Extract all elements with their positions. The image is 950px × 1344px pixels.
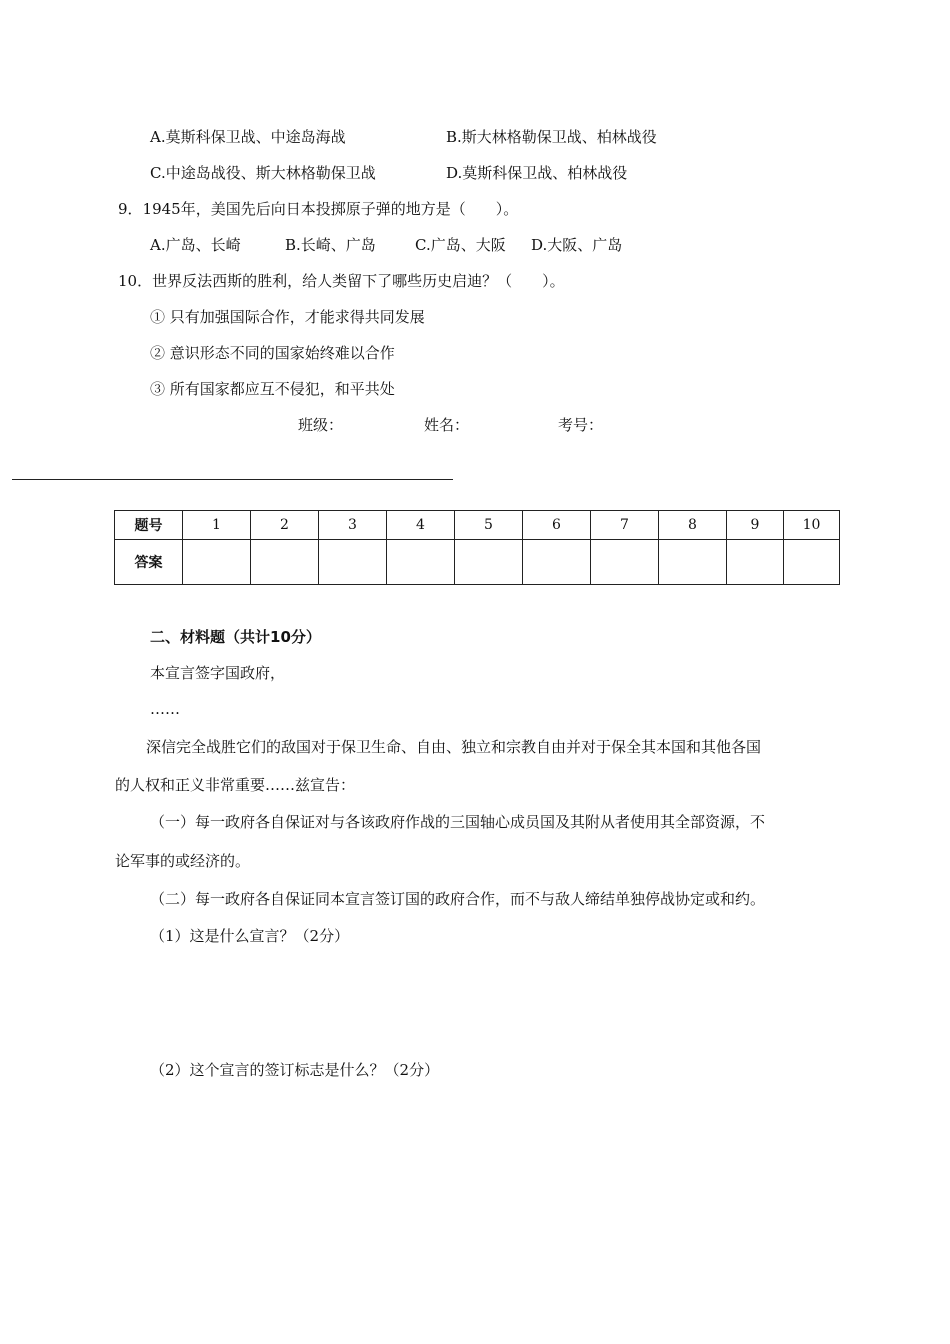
question-number-header: 题号 <box>115 511 183 540</box>
subquestion-1: （1）这是什么宣言？（2分） <box>150 927 350 945</box>
material-paragraph: （二）每一政府各自保证同本宣言签订国的政府合作，而不与敌人缔结单独停战协定或和约。 <box>150 890 766 908</box>
answer-cell[interactable] <box>591 540 659 585</box>
answer-header: 答案 <box>115 540 183 585</box>
material-paragraph: 深信完全战胜它们的敌国对于保卫生命、自由、独立和宗教自由并对于保全其本国和其他各国 <box>146 738 762 756</box>
question-number-cell: 5 <box>455 511 523 540</box>
answer-cell[interactable] <box>251 540 319 585</box>
question-number-cell: 1 <box>183 511 251 540</box>
answer-cell[interactable] <box>183 540 251 585</box>
q10-item-3: ③ 所有国家都应互不侵犯，和平共处 <box>150 380 395 398</box>
q8-option-c: C.中途岛战役、斯大林格勒保卫战 <box>150 164 376 182</box>
q9-option-d: D.大阪、广岛 <box>531 236 623 254</box>
answer-cell[interactable] <box>523 540 591 585</box>
subquestion-2: （2）这个宣言的签订标志是什么？（2分） <box>150 1061 440 1079</box>
q9-option-b: B.长崎、广岛 <box>285 236 376 254</box>
material-paragraph: （一）每一政府各自保证对与各该政府作战的三国轴心成员国及其附从者使用其全部资源，不 <box>150 813 766 831</box>
q8-option-b: B.斯大林格勒保卫战、柏林战役 <box>446 128 657 146</box>
table-row <box>115 511 840 540</box>
separator-line <box>12 479 453 480</box>
table-row <box>115 540 840 585</box>
exam-number-label: 考号： <box>558 416 604 434</box>
question-number-cell: 7 <box>591 511 659 540</box>
material-ellipsis: …… <box>150 700 180 718</box>
q8-option-a: A.莫斯科保卫战、中途岛海战 <box>150 128 346 146</box>
question-number-cell: 6 <box>523 511 591 540</box>
answer-cell[interactable] <box>784 540 840 585</box>
answer-table <box>114 510 840 585</box>
q9-option-c: C.广岛、大阪 <box>415 236 506 254</box>
question-number-cell: 9 <box>727 511 784 540</box>
answer-cell[interactable] <box>659 540 727 585</box>
answer-cell[interactable] <box>727 540 784 585</box>
answer-cell[interactable] <box>319 540 387 585</box>
name-label: 姓名： <box>424 416 470 434</box>
question-number-cell: 3 <box>319 511 387 540</box>
q10-item-1: ① 只有加强国际合作，才能求得共同发展 <box>150 308 425 326</box>
answer-cell[interactable] <box>387 540 455 585</box>
question-number-cell: 2 <box>251 511 319 540</box>
q9-option-a: A.广岛、长崎 <box>150 236 241 254</box>
material-paragraph: 的人权和正义非常重要……兹宣告： <box>115 776 356 794</box>
class-label: 班级： <box>298 416 344 434</box>
answer-cell[interactable] <box>455 540 523 585</box>
material-paragraph: 论军事的或经济的。 <box>115 852 251 870</box>
q8-option-d: D.莫斯科保卫战、柏林战役 <box>446 164 628 182</box>
q10-item-2: ② 意识形态不同的国家始终难以合作 <box>150 344 395 362</box>
question-number-cell: 4 <box>387 511 455 540</box>
section-heading: 二、材料题（共计10分） <box>150 628 321 646</box>
q9-stem: 9．1945年，美国先后向日本投掷原子弹的地方是（ ）。 <box>118 200 519 218</box>
q10-stem: 10．世界反法西斯的胜利，给人类留下了哪些历史启迪？（ ）。 <box>118 272 565 290</box>
question-number-cell: 10 <box>784 511 840 540</box>
question-number-cell: 8 <box>659 511 727 540</box>
material-paragraph: 本宣言签字国政府， <box>150 664 286 682</box>
